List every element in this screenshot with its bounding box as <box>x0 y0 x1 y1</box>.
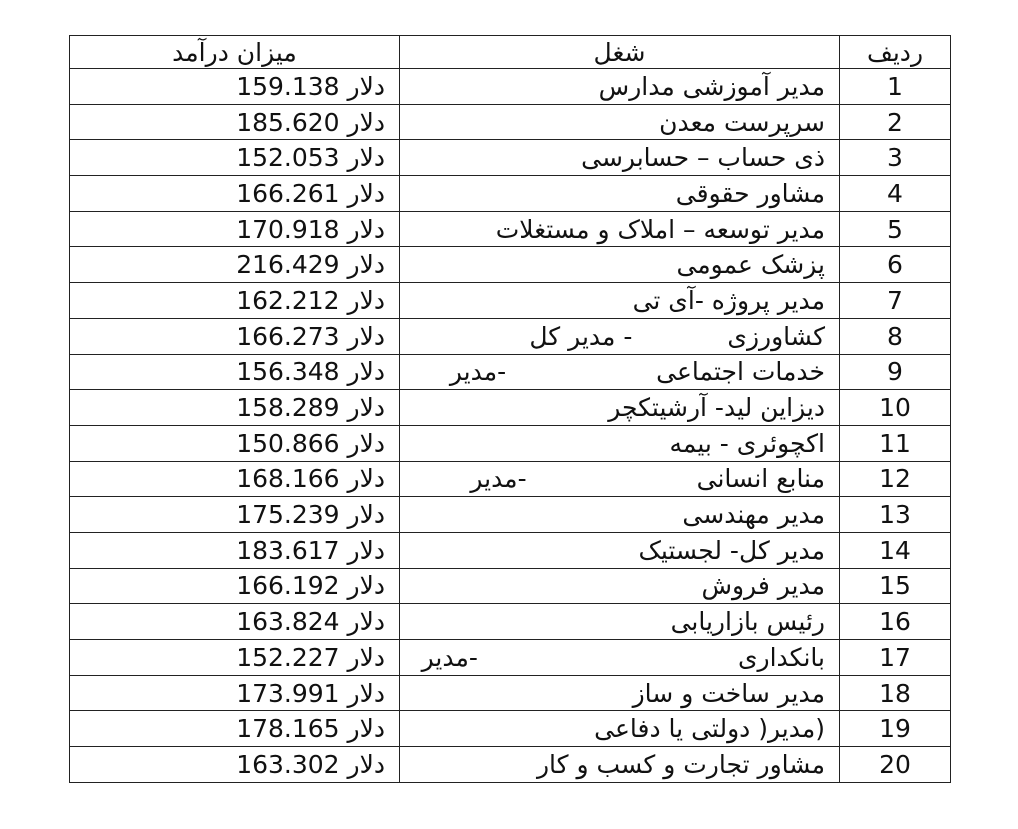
currency-unit: دلار <box>347 464 385 494</box>
income-cell <box>70 747 400 783</box>
job-title: پزشک عمومی <box>676 250 825 280</box>
job-cell <box>400 532 840 568</box>
income-cell <box>70 140 400 176</box>
row-number: 20 <box>840 747 951 783</box>
job-cell <box>400 640 840 676</box>
job-cell <box>400 140 840 176</box>
row-number: 14 <box>840 532 951 568</box>
job-cell <box>400 568 840 604</box>
income-amount: 159.138 <box>236 71 340 101</box>
income-cell <box>70 640 400 676</box>
table-row <box>70 69 951 105</box>
row-number: 16 <box>840 604 951 640</box>
income-amount: 163.302 <box>236 749 340 779</box>
income-cell <box>70 247 400 283</box>
job-cell <box>400 390 840 426</box>
income-amount: 158.289 <box>236 393 340 423</box>
income-table <box>69 35 951 783</box>
job-title: کشاورزی <box>727 321 825 351</box>
job-cell <box>400 675 840 711</box>
income-cell <box>70 69 400 105</box>
table-row <box>70 283 951 319</box>
row-number: 7 <box>840 283 951 319</box>
job-title: مدیر پروژه -آی تی <box>632 285 825 315</box>
job-cell <box>400 747 840 783</box>
table-row <box>70 640 951 676</box>
job-cell <box>400 604 840 640</box>
job-title: مدیر مهندسی <box>682 500 825 530</box>
table-row <box>70 568 951 604</box>
income-amount: 150.866 <box>236 428 340 458</box>
job-title: مدیر کل- لجستیک <box>638 535 825 565</box>
currency-unit: دلار <box>347 107 385 137</box>
job-title: مشاور تجارت و کسب و کار <box>536 749 825 779</box>
income-amount: 166.192 <box>236 571 340 601</box>
income-cell <box>70 675 400 711</box>
income-amount: 162.212 <box>236 285 340 315</box>
income-amount: 183.617 <box>236 535 340 565</box>
table-row <box>70 497 951 533</box>
income-cell <box>70 283 400 319</box>
job-title: مدیر توسعه – املاک و مستغلات <box>495 214 825 244</box>
currency-unit: دلار <box>347 357 385 387</box>
currency-unit: دلار <box>347 714 385 744</box>
income-amount: 173.991 <box>236 678 340 708</box>
job-cell <box>400 104 840 140</box>
job-title: منابع انسانی <box>696 464 825 494</box>
currency-unit: دلار <box>347 749 385 779</box>
header-income: میزان درآمد <box>70 36 400 69</box>
job-title: مدیر آموزشی مدارس <box>598 71 825 101</box>
row-number: 3 <box>840 140 951 176</box>
job-title-suffix: -مدیر <box>421 642 478 672</box>
job-title: سرپرست معدن <box>659 107 825 137</box>
currency-unit: دلار <box>347 642 385 672</box>
currency-unit: دلار <box>347 250 385 280</box>
currency-unit: دلار <box>347 535 385 565</box>
currency-unit: دلار <box>347 500 385 530</box>
currency-unit: دلار <box>347 214 385 244</box>
income-cell <box>70 318 400 354</box>
row-number: 2 <box>840 104 951 140</box>
table-row <box>70 247 951 283</box>
job-title: خدمات اجتماعی <box>656 357 825 387</box>
table-row <box>70 140 951 176</box>
job-title: ذی حساب – حسابرسی <box>581 143 825 173</box>
job-cell <box>400 425 840 461</box>
table-row <box>70 675 951 711</box>
row-number: 6 <box>840 247 951 283</box>
table-body <box>70 69 951 783</box>
income-amount: 152.227 <box>236 642 340 672</box>
job-cell <box>400 211 840 247</box>
job-title-suffix: -مدیر <box>470 464 527 494</box>
row-number: 5 <box>840 211 951 247</box>
job-cell <box>400 318 840 354</box>
income-cell <box>70 104 400 140</box>
currency-unit: دلار <box>347 321 385 351</box>
table-row <box>70 604 951 640</box>
job-cell <box>400 497 840 533</box>
income-cell <box>70 425 400 461</box>
job-title: مشاور حقوقی <box>675 178 825 208</box>
job-title: اکچوئری - بیمه <box>669 428 825 458</box>
job-title-suffix: -مدیر <box>449 357 507 387</box>
income-cell <box>70 461 400 497</box>
row-number: 18 <box>840 675 951 711</box>
income-amount: 168.166 <box>236 464 340 494</box>
job-cell <box>400 283 840 319</box>
table-row <box>70 532 951 568</box>
income-cell <box>70 176 400 212</box>
table-row <box>70 747 951 783</box>
currency-unit: دلار <box>347 393 385 423</box>
row-number: 12 <box>840 461 951 497</box>
header-job: شغل <box>400 36 840 69</box>
job-title: مدیر ساخت و ساز <box>632 678 825 708</box>
income-amount: 166.261 <box>236 178 340 208</box>
header-row <box>70 36 951 69</box>
job-cell <box>400 69 840 105</box>
job-cell <box>400 711 840 747</box>
income-cell <box>70 497 400 533</box>
row-number: 10 <box>840 390 951 426</box>
currency-unit: دلار <box>347 571 385 601</box>
income-amount: 175.239 <box>236 500 340 530</box>
job-title: دیزاین لید- آرشیتکچر <box>608 393 825 423</box>
income-amount: 178.165 <box>236 714 340 744</box>
currency-unit: دلار <box>347 678 385 708</box>
row-number: 9 <box>840 354 951 390</box>
table-row <box>70 104 951 140</box>
income-cell <box>70 211 400 247</box>
income-amount: 170.918 <box>236 214 340 244</box>
row-number: 13 <box>840 497 951 533</box>
table-row <box>70 176 951 212</box>
income-cell <box>70 568 400 604</box>
job-cell <box>400 461 840 497</box>
table-row <box>70 461 951 497</box>
row-number: 17 <box>840 640 951 676</box>
income-cell <box>70 711 400 747</box>
table-row <box>70 354 951 390</box>
income-amount: 163.824 <box>236 607 340 637</box>
header-row-number: ردیف <box>840 36 951 69</box>
income-amount: 185.620 <box>236 107 340 137</box>
job-cell <box>400 354 840 390</box>
income-amount: 156.348 <box>236 357 340 387</box>
currency-unit: دلار <box>347 428 385 458</box>
table-row <box>70 318 951 354</box>
income-cell <box>70 532 400 568</box>
job-title: مدیر فروش <box>701 571 825 601</box>
job-title: (مدیر( دولتی یا دفاعی <box>594 714 825 744</box>
table-row <box>70 425 951 461</box>
table-row <box>70 711 951 747</box>
currency-unit: دلار <box>347 178 385 208</box>
currency-unit: دلار <box>347 607 385 637</box>
job-title: رئیس بازاریابی <box>670 607 825 637</box>
row-number: 11 <box>840 425 951 461</box>
income-amount: 152.053 <box>236 143 340 173</box>
row-number: 4 <box>840 176 951 212</box>
currency-unit: دلار <box>347 71 385 101</box>
currency-unit: دلار <box>347 143 385 173</box>
income-cell <box>70 390 400 426</box>
currency-unit: دلار <box>347 285 385 315</box>
row-number: 19 <box>840 711 951 747</box>
row-number: 1 <box>840 69 951 105</box>
row-number: 8 <box>840 318 951 354</box>
income-cell <box>70 354 400 390</box>
income-amount: 166.273 <box>236 321 340 351</box>
row-number: 15 <box>840 568 951 604</box>
income-cell <box>70 604 400 640</box>
job-title: بانکداری <box>737 642 825 672</box>
job-cell <box>400 247 840 283</box>
table-row <box>70 390 951 426</box>
job-title-suffix: - مدیر کل <box>529 321 633 351</box>
job-cell <box>400 176 840 212</box>
income-amount: 216.429 <box>236 250 340 280</box>
table-row <box>70 211 951 247</box>
